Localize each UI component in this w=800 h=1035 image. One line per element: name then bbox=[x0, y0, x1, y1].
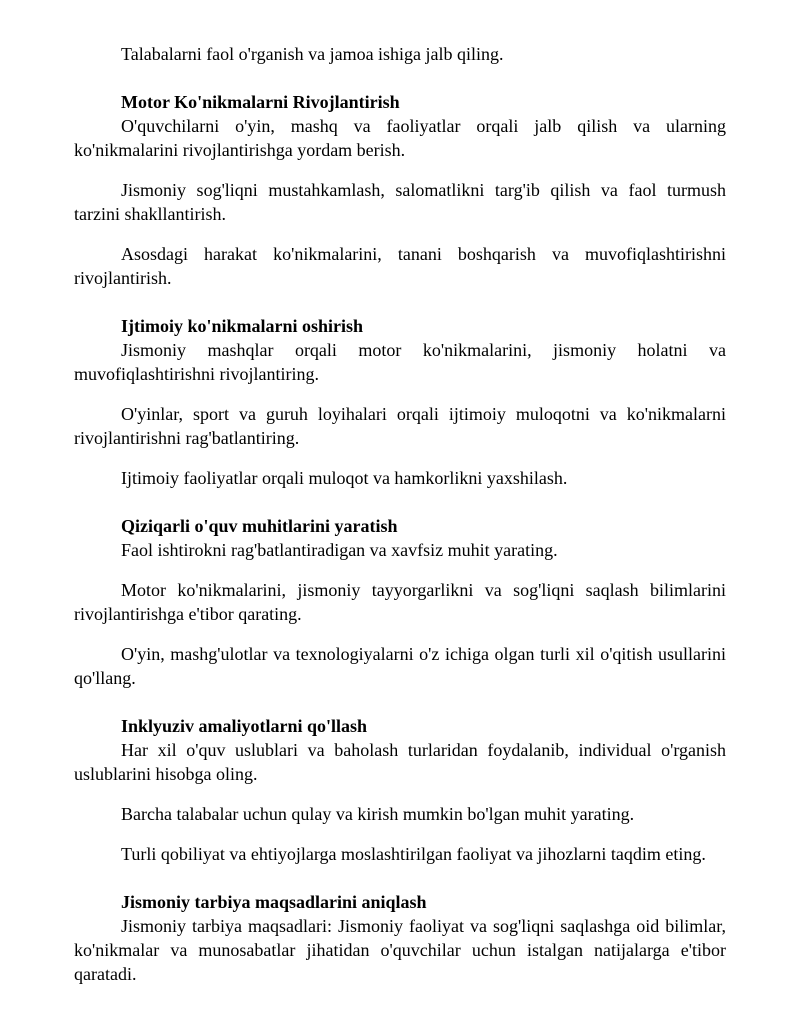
paragraph: O'yin, mashg'ulotlar va texnologiyalarni o'z ichiga olgan turli xil o'qitish usullarini qo'llang. bbox=[74, 644, 726, 688]
section-social-skills bbox=[74, 314, 726, 490]
section-learning-environment bbox=[74, 514, 726, 690]
paragraph: Barcha talabalar uchun qulay va kirish mumkin bo'lgan muhit yarating. bbox=[121, 804, 635, 824]
section-heading: Jismoniy tarbiya maqsadlarini aniqlash bbox=[121, 892, 427, 912]
paragraph: Har xil o'quv uslublari va baholash turlaridan foydalanib, individual o'rganish uslublarini hisobga oling. bbox=[74, 740, 726, 784]
intro-paragraph: Talabalarni faol o'rganish va jamoa ishiga jalb qiling. bbox=[121, 44, 504, 64]
section-heading: Ijtimoiy ko'nikmalarni oshirish bbox=[121, 316, 364, 336]
paragraph: Asosdagi harakat ko'nikmalarini, tanani boshqarish va muvofiqlashtirishni rivojlantirish. bbox=[74, 244, 726, 288]
section-pe-goals bbox=[74, 890, 726, 986]
paragraph: Turli qobiliyat va ehtiyojlarga moslashtirilgan faoliyat va jihozlarni taqdim eting. bbox=[121, 844, 706, 864]
paragraph: Jismoniy sog'liqni mustahkamlash, salomatlikni targ'ib qilish va faol turmush tarzini shakllantirish. bbox=[74, 180, 726, 224]
paragraph: Ijtimoiy faoliyatlar orqali muloqot va hamkorlikni yaxshilash. bbox=[121, 468, 568, 488]
section-inclusive-practices bbox=[74, 714, 726, 866]
paragraph: Jismoniy tarbiya maqsadlari: Jismoniy faoliyat va sog'liqni saqlashga oid bilimlar, ko'nikmalar va munosabatlar jihatidan o'quvchilar uchun istalgan natijalarga e'tibor qaratadi. bbox=[74, 916, 726, 984]
paragraph: Motor ko'nikmalarini, jismoniy tayyorgarlikni va sog'liqni saqlash bilimlarini rivojlantirishga e'tibor qarating. bbox=[74, 580, 726, 624]
section-heading: Motor Ko'nikmalarni Rivojlantirish bbox=[121, 92, 400, 112]
paragraph: O'yinlar, sport va guruh loyihalari orqali ijtimoiy muloqotni va ko'nikmalarni rivojlantirishni rag'batlantiring. bbox=[74, 404, 726, 448]
paragraph: O'quvchilarni o'yin, mashq va faoliyatlar orqali jalb qilish va ularning ko'nikmalarini rivojlantirishga yordam berish. bbox=[74, 116, 726, 160]
paragraph: Jismoniy mashqlar orqali motor ko'nikmalarini, jismoniy holatni va muvofiqlashtirishni rivojlantiring. bbox=[74, 340, 726, 384]
section-motor-skills bbox=[74, 90, 726, 290]
paragraph: Faol ishtirokni rag'batlantiradigan va xavfsiz muhit yarating. bbox=[121, 540, 558, 560]
section-heading: Qiziqarli o'quv muhitlarini yaratish bbox=[121, 516, 398, 536]
section-heading: Inklyuziv amaliyotlarni qo'llash bbox=[121, 716, 368, 736]
